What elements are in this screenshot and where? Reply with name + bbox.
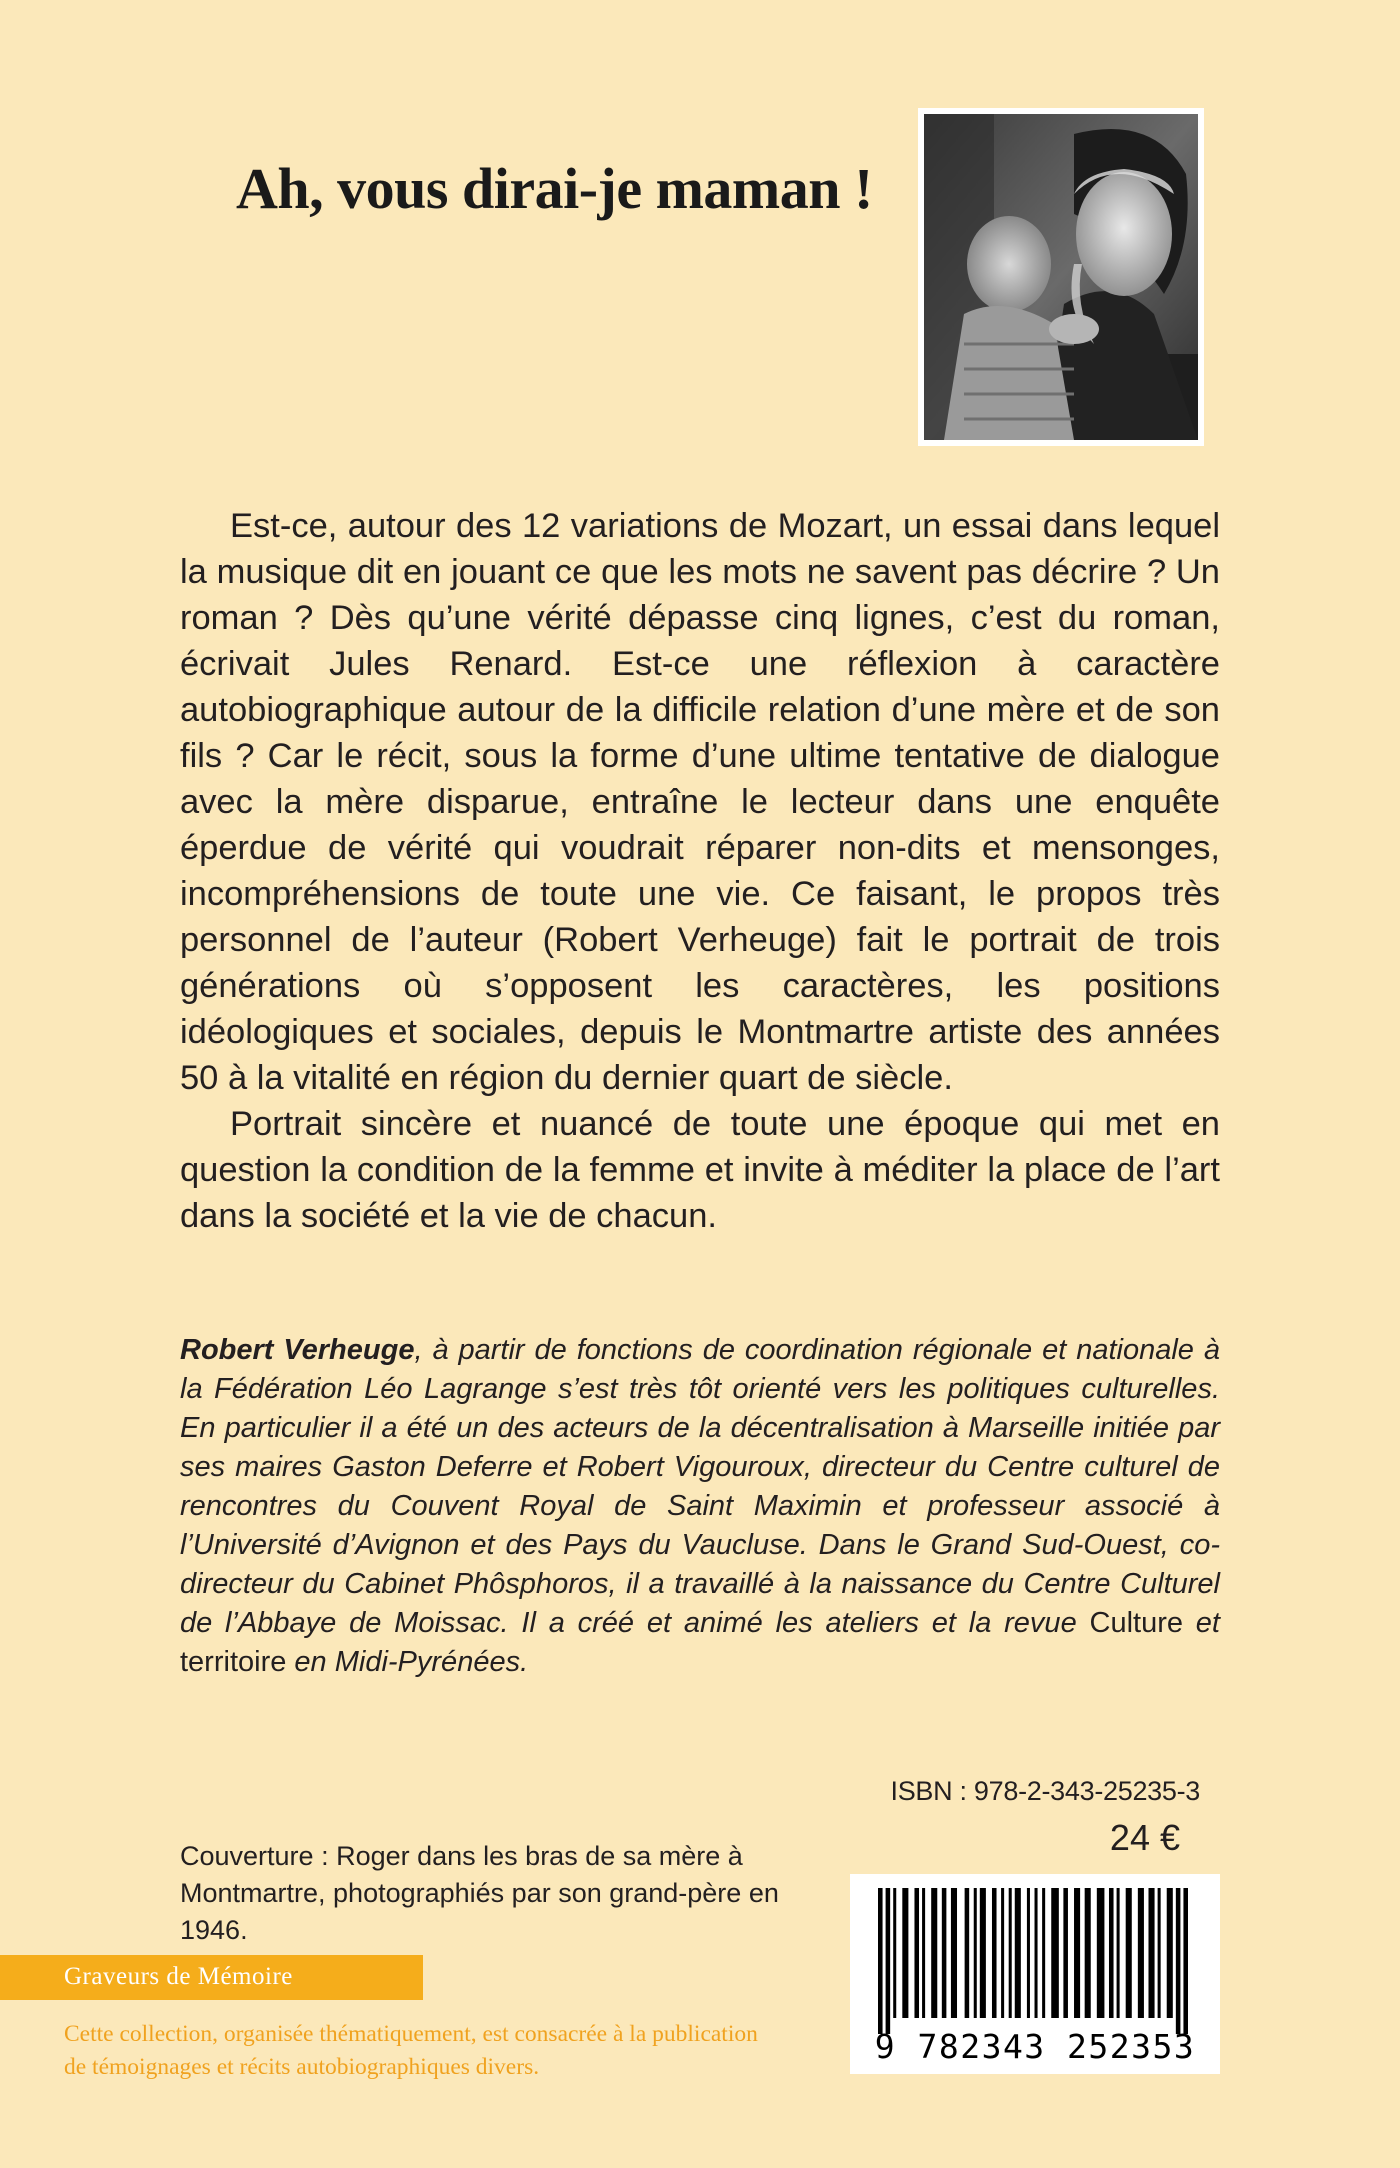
barcode-bar xyxy=(1183,1888,1188,2034)
barcode xyxy=(850,1874,1220,2074)
barcode-bar xyxy=(922,1888,925,2018)
bio-text: , à partir de fonctions de coordination régionale et nationale à la Fédération Léo Lagrange s’est très tôt orienté vers les politiques culturelles. En particulier il a été un des acteurs de la décentralisation à Marseille initiée par ses maires Gaston Deferre et Robert Vigouroux, directeur du Centre culturel de rencontres du Couvent Royal de Saint Maximin et professeur associé à l’Université d’Avignon et des Pays du Vaucluse. Dans le Grand Sud-Ouest, co-directeur du Cabinet Phôsphoros, il a travaillé à la naissance du Centre Culturel de l’Abbaye de Moissac. Il a créé et animé les ateliers et la revue xyxy=(180,1334,1220,1639)
barcode-bar xyxy=(974,1888,977,2018)
barcode-bar xyxy=(1051,1888,1059,2018)
barcode-bar xyxy=(886,1888,891,2034)
barcode-bar xyxy=(1158,1888,1161,2018)
barcode-bar xyxy=(878,1888,883,2034)
barcode-bar xyxy=(1109,1888,1114,2018)
barcode-bar xyxy=(1027,1888,1030,2018)
barcode-bar xyxy=(1015,1888,1021,2018)
barcode-bar xyxy=(1176,1888,1181,2034)
barcode-bar xyxy=(942,1888,947,2018)
cover-photo xyxy=(918,108,1204,446)
barcode-bar xyxy=(980,1888,986,2018)
mother-and-child-photo xyxy=(924,114,1198,440)
author-name: Robert Verheuge xyxy=(180,1334,415,1366)
barcode-bar xyxy=(1042,1888,1045,2018)
barcode-bar xyxy=(992,1888,997,2018)
barcode-bar xyxy=(951,1888,957,2018)
barcode-bar xyxy=(1035,1888,1038,2018)
barcode-bar xyxy=(902,1888,908,2018)
barcode-bar xyxy=(1009,1888,1012,2018)
isbn: ISBN : 978-2-343-25235-3 xyxy=(890,1776,1200,1806)
revue-title-part-2: territoire xyxy=(180,1646,287,1678)
series-description: Cette collection, organisée thématiquement, est consacrée à la publication de témoignages et récits autobiographiques divers. xyxy=(64,2021,758,2080)
bio-end: en Midi-Pyrénées. xyxy=(286,1646,529,1678)
barcode-bar xyxy=(1148,1888,1154,2018)
blurb-paragraph-1: Est-ce, autour des 12 variations de Mozart, un essai dans lequel la musique dit en jouant ce que les mots ne savent pas décrire ? Un roman ? Dès qu’une vérité dépasse cinq lignes, c’est du roman, écrivait Jules Renard. Est-ce une réflexion à caractère autobiographique autour de la difficile relation d’une mère et de son fils ? Car le récit, sous la forme d’une ultime tentative de dialogue avec la mère disparue, entraîne le lecteur dans une enquête éperdue de vérité qui voudrait réparer non-dits et mensonges, incompréhensions de toute une vie. Ce faisant, le propos très personnel de l’auteur (Robert Verheuge) fait le portrait de trois générations où s’opposent les caractères, les positions idéologiques et sociales, depuis le Montmartre artiste des années 50 à la vitalité en région du dernier quart de siècle. xyxy=(180,507,1220,1097)
book-title: Ah, vous dirai-je maman ! xyxy=(236,156,873,221)
barcode-bar xyxy=(1085,1888,1091,2018)
revue-title-part-1: Culture xyxy=(1089,1607,1183,1639)
barcode-bar xyxy=(1117,1888,1120,2018)
barcode-bar xyxy=(965,1888,970,2018)
barcode-bar xyxy=(931,1888,937,2018)
barcode-bar xyxy=(1126,1888,1132,2018)
barcode-bar xyxy=(1074,1888,1080,2018)
barcode-bar xyxy=(1063,1888,1068,2018)
bio-mid: et xyxy=(1183,1607,1220,1639)
blurb-paragraph-2: Portrait sincère et nuancé de toute une époque qui met en question la condition de la femme et invite à méditer la place de l’art dans la société et la vie de chacun. xyxy=(180,1105,1220,1235)
barcode-bar xyxy=(893,1888,896,2018)
barcode-bar xyxy=(914,1888,919,2018)
barcode-bar xyxy=(1167,1888,1173,2018)
price: 24 € xyxy=(1109,1817,1180,1858)
barcode-bar xyxy=(1001,1888,1004,2018)
barcode-digits: 9 782343 252353 xyxy=(874,2027,1196,2066)
barcode-bar xyxy=(1138,1888,1144,2018)
series-name: Graveurs de Mémoire xyxy=(64,1963,293,1990)
back-cover-blurb xyxy=(180,503,1220,1239)
cover-caption: Couverture : Roger dans les bras de sa mère à Montmartre, photographiés par son grand-père en 1946. xyxy=(180,1841,779,1945)
author-bio xyxy=(180,1331,1220,1682)
series-band xyxy=(0,1955,423,2000)
barcode-bar xyxy=(1097,1888,1105,2018)
